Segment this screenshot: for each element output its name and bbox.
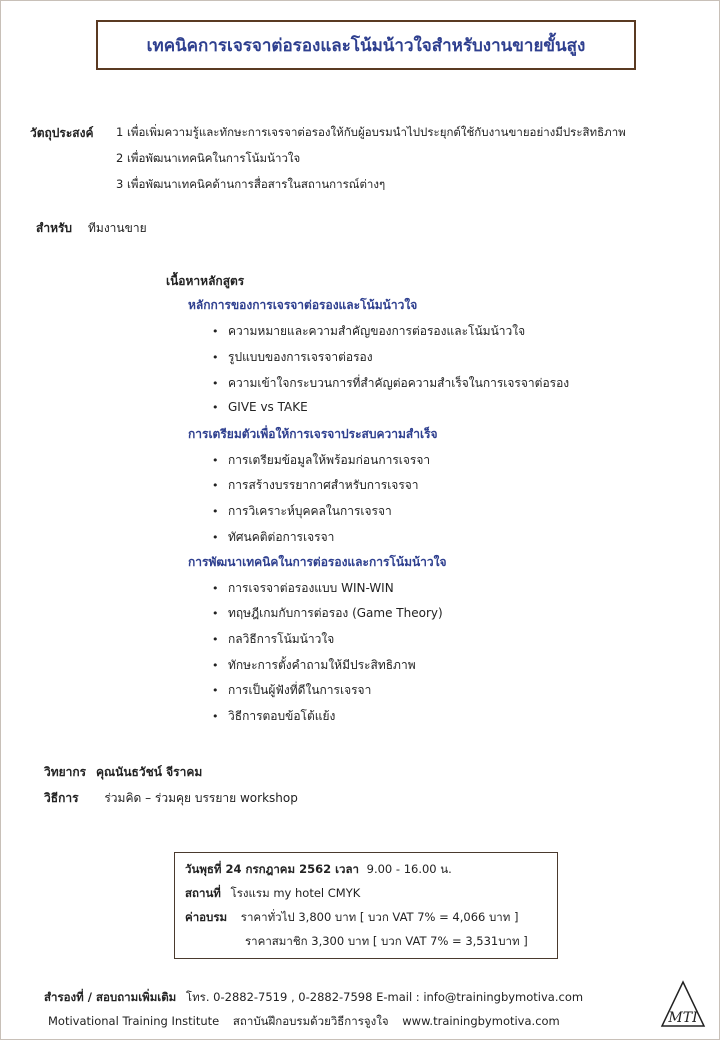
schedule-box	[174, 852, 558, 959]
time-value: 9.00 - 16.00 น.	[366, 862, 452, 876]
list-item: • ทัศนคติต่อการเจรจา	[212, 530, 335, 544]
bullet-icon: •	[212, 710, 219, 723]
list-item: • รูปแบบของการเจรจาต่อรอง	[212, 350, 373, 364]
bullet-icon: •	[212, 684, 219, 697]
venue-row	[185, 885, 360, 903]
date-label: วันพุธที่ 24 กรกฎาคม 2562 เวลา	[185, 862, 359, 876]
website-link[interactable]: www.trainingbymotiva.com	[402, 1014, 560, 1028]
venue-label: สถานที่	[185, 886, 221, 900]
fee-label: ค่าอบรม	[185, 910, 228, 924]
fee-general: ราคาทั่วไป 3,800 บาท [ บวก VAT 7% = 4,066 บาท ]	[240, 910, 519, 924]
trainer-label: วิทยากร	[44, 765, 87, 779]
bullet-icon: •	[212, 607, 219, 620]
bullet-icon: •	[212, 633, 219, 646]
objective-item: 2 เพื่อพัฒนาเทคนิคในการโน้มน้าวใจ	[116, 151, 301, 165]
method-row	[44, 789, 298, 808]
objectives-label: วัตถุประสงค์	[30, 126, 94, 140]
fee-member: ราคาสมาชิก 3,300 บาท [ บวก VAT 7% = 3,531บาท ]	[245, 934, 528, 948]
section-title: หลักการของการเจรจาต่อรองและโน้มน้าวใจ	[188, 298, 418, 312]
institute-slogan: สถาบันฝึกอบรมด้วยวิธีการจูงใจ	[232, 1014, 389, 1028]
bullet-icon: •	[212, 454, 219, 467]
bullet-icon: •	[212, 531, 219, 544]
bullet-icon: •	[212, 582, 219, 595]
list-item: • การเป็นผู้ฟังที่ดีในการเจรจา	[212, 683, 372, 697]
list-item: • การเจรจาต่อรองแบบ WIN-WIN	[212, 581, 394, 595]
list-item: • กลวิธีการโน้มน้าวใจ	[212, 632, 335, 646]
bullet-icon: •	[212, 351, 219, 364]
trainer-name: คุณนันธวัชน์ จีราคม	[95, 765, 203, 779]
for-value: ทีมงานขาย	[88, 221, 147, 235]
institute-row	[48, 1013, 560, 1031]
for-label: สำหรับ	[36, 221, 73, 235]
venue-value: โรงแรม my hotel CMYK	[230, 886, 361, 900]
trainer-row	[44, 763, 202, 782]
page-title: เทคนิคการเจรจาต่อรองและโน้มน้าวใจสำหรับงานขายขั้นสูง	[146, 35, 586, 56]
list-item: • ทักษะการตั้งคำถามให้มีประสิทธิภาพ	[212, 658, 416, 672]
list-item: • การสร้างบรรยากาศสำหรับการเจรจา	[212, 478, 419, 492]
content-heading: เนื้อหาหลักสูตร	[166, 274, 245, 288]
logo-text: MTI	[668, 1010, 698, 1026]
contact-row	[44, 989, 583, 1007]
objective-item: 1 เพื่อเพิ่มความรู้และทักษะการเจรจาต่อรองให้กับผู้อบรมนำไปประยุกต์ใช้กับงานขายอย่างมีประสิทธิภาพ	[116, 125, 626, 139]
list-item: • ความเข้าใจกระบวนการที่สำคัญต่อความสำเร็จในการเจรจาต่อรอง	[212, 376, 570, 390]
method-value: ร่วมคิด – ร่วมคุย บรรยาย workshop	[104, 791, 298, 805]
list-item: • ความหมายและความสำคัญของการต่อรองและโน้มน้าวใจ	[212, 324, 526, 338]
institute-name: Motivational Training Institute	[48, 1014, 220, 1028]
bullet-icon: •	[212, 325, 219, 338]
section-title: การพัฒนาเทคนิคในการต่อรองและการโน้มน้าวใจ	[188, 555, 447, 569]
bullet-icon: •	[212, 401, 219, 414]
bullet-icon: •	[212, 659, 219, 672]
bullet-icon: •	[212, 505, 219, 518]
list-item: • ทฤษฎีเกมกับการต่อรอง (Game Theory)	[212, 606, 443, 620]
date-row	[185, 861, 452, 879]
list-item: • GIVE vs TAKE	[212, 400, 308, 414]
list-item: • วิธีการตอบข้อโต้แย้ง	[212, 709, 336, 723]
mti-logo-icon	[660, 980, 706, 1028]
bullet-icon: •	[212, 479, 219, 492]
title-box	[96, 20, 636, 70]
list-item: • การวิเคราะห์บุคคลในการเจรจา	[212, 504, 392, 518]
fee-row	[185, 909, 518, 927]
section-title: การเตรียมตัวเพื่อให้การเจรจาประสบความสำเร็จ	[188, 427, 438, 441]
bullet-icon: •	[212, 377, 219, 390]
contact-info[interactable]: โทร. 0-2882-7519 , 0-2882-7598 E-mail : info@trainingbymotiva.com	[185, 990, 584, 1004]
objective-item: 3 เพื่อพัฒนาเทคนิคด้านการสื่อสารในสถานการณ์ต่างๆ	[116, 177, 386, 191]
method-label: วิธีการ	[44, 791, 79, 805]
contact-label: สำรองที่ / สอบถามเพิ่มเติม	[44, 990, 177, 1004]
list-item: • การเตรียมข้อมูลให้พร้อมก่อนการเจรจา	[212, 453, 431, 467]
